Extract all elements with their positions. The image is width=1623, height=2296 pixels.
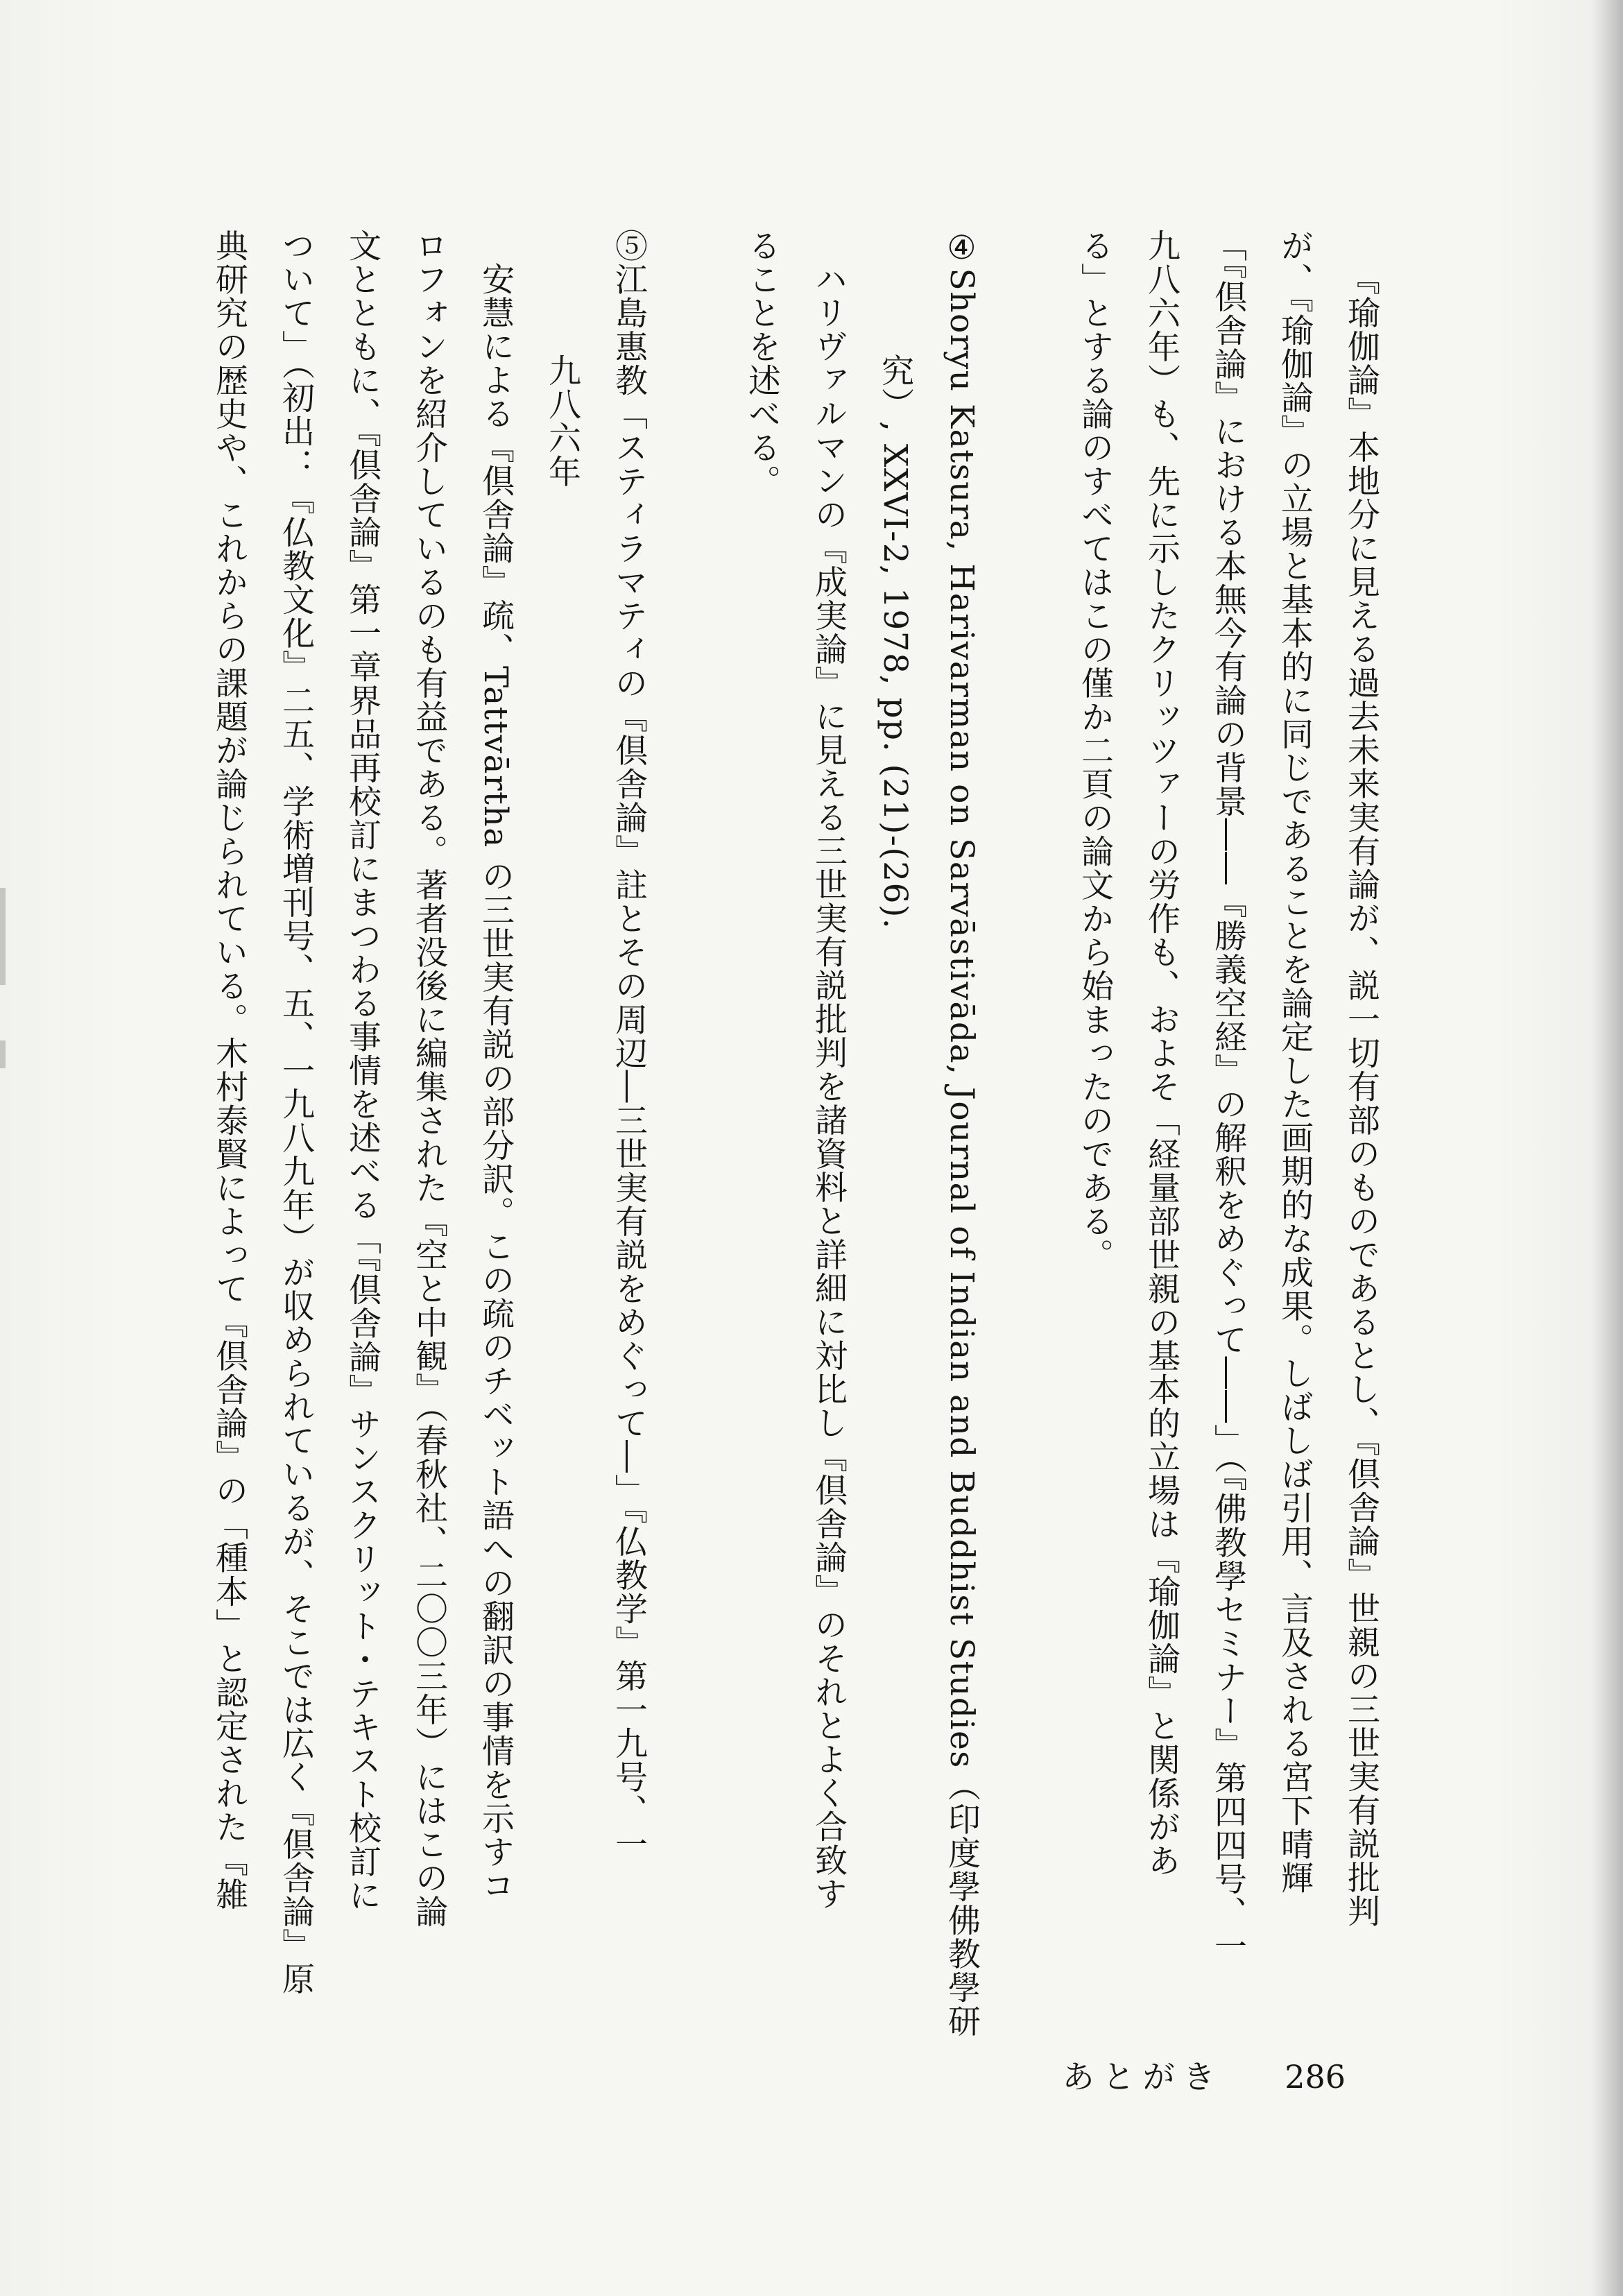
text-column: る」とする論のすべてはこの僅か二頁の論文から始まったのである。: [1076, 229, 1114, 1272]
page-number: 286: [1285, 2058, 1346, 2096]
page-footer: [1063, 2052, 1346, 2098]
text-column: 典研究の歴史や、これからの課題が論じられている。木村泰賢によって『倶舎論』の「種本」と認定された『雑: [210, 229, 248, 1911]
text-column: 文とともに、『倶舎論』第一章界品再校訂にまつわる事情を述べる「『倶舎論』サンスクリット・テキスト校訂に: [343, 229, 381, 1912]
vertical-text-block: [196, 229, 1394, 2206]
running-title: あとがき: [1062, 2058, 1223, 2096]
text-column: 九八六年: [543, 354, 581, 488]
text-column: 究）, XXVI-2, 1978, pp. (21)-(26).: [876, 354, 914, 930]
text-column: 安慧による『倶舎論』疏、Tattvārtha の三世実有説の部分訳。この疏のチベット語への翻訳の事情を示すコ: [476, 262, 515, 1903]
text-column: ることを述べる。: [743, 229, 781, 498]
scan-edge-mark: [0, 1040, 6, 1068]
text-column: ⑤江島惠教「スティラマティの『倶舎論』註とその周辺―三世実有説をめぐって―」『仏教学』第一九号、一: [610, 229, 648, 1861]
blank-column: [995, 229, 1061, 2206]
text-column: ついて」（初出：『仏教文化』二五、学術増刊号、五、一九八九年）が収められているが、そこでは広く『倶舎論』原: [277, 229, 315, 1996]
page-gutter-shadow: [1591, 0, 1623, 2296]
scan-edge-mark: [0, 888, 6, 985]
text-column: 「『倶舎論』における本無今有論の背景――『勝義空経』の解釈をめぐって――」（『佛教學セミナー』第四四号、一: [1209, 229, 1247, 1963]
blank-column: [662, 229, 728, 2206]
text-column: 九八六年）も、先に示したクリッツァーの労作も、およそ「経量部世親の基本的立場は『瑜伽論』と関係があ: [1142, 229, 1180, 1878]
text-column: ④Shoryu Katsura, Harivarman on Sarvāstivāda, Journal of Indian and Buddhist Studies（印度學佛教學研: [943, 229, 981, 2038]
text-column: 『瑜伽論』本地分に見える過去未来実有論が、説一切有部のものであるとし、『倶舎論』世親の三世実有説批判: [1342, 262, 1380, 1928]
text-column: が、『瑜伽論』の立場と基本的に同じであることを論定した画期的な成果。しばしば引用、言及される宮下晴輝: [1276, 229, 1314, 1895]
text-column: ハリヴァルマンの『成実論』に見える三世実有説批判を諸資料と詳細に対比し『倶舎論』のそれとよく合致す: [809, 262, 848, 1911]
text-column: ロフォンを紹介しているのも有益である。著者没後に編集された『空と中観』（春秋社、二〇〇三年）にはこの論: [410, 229, 448, 1928]
